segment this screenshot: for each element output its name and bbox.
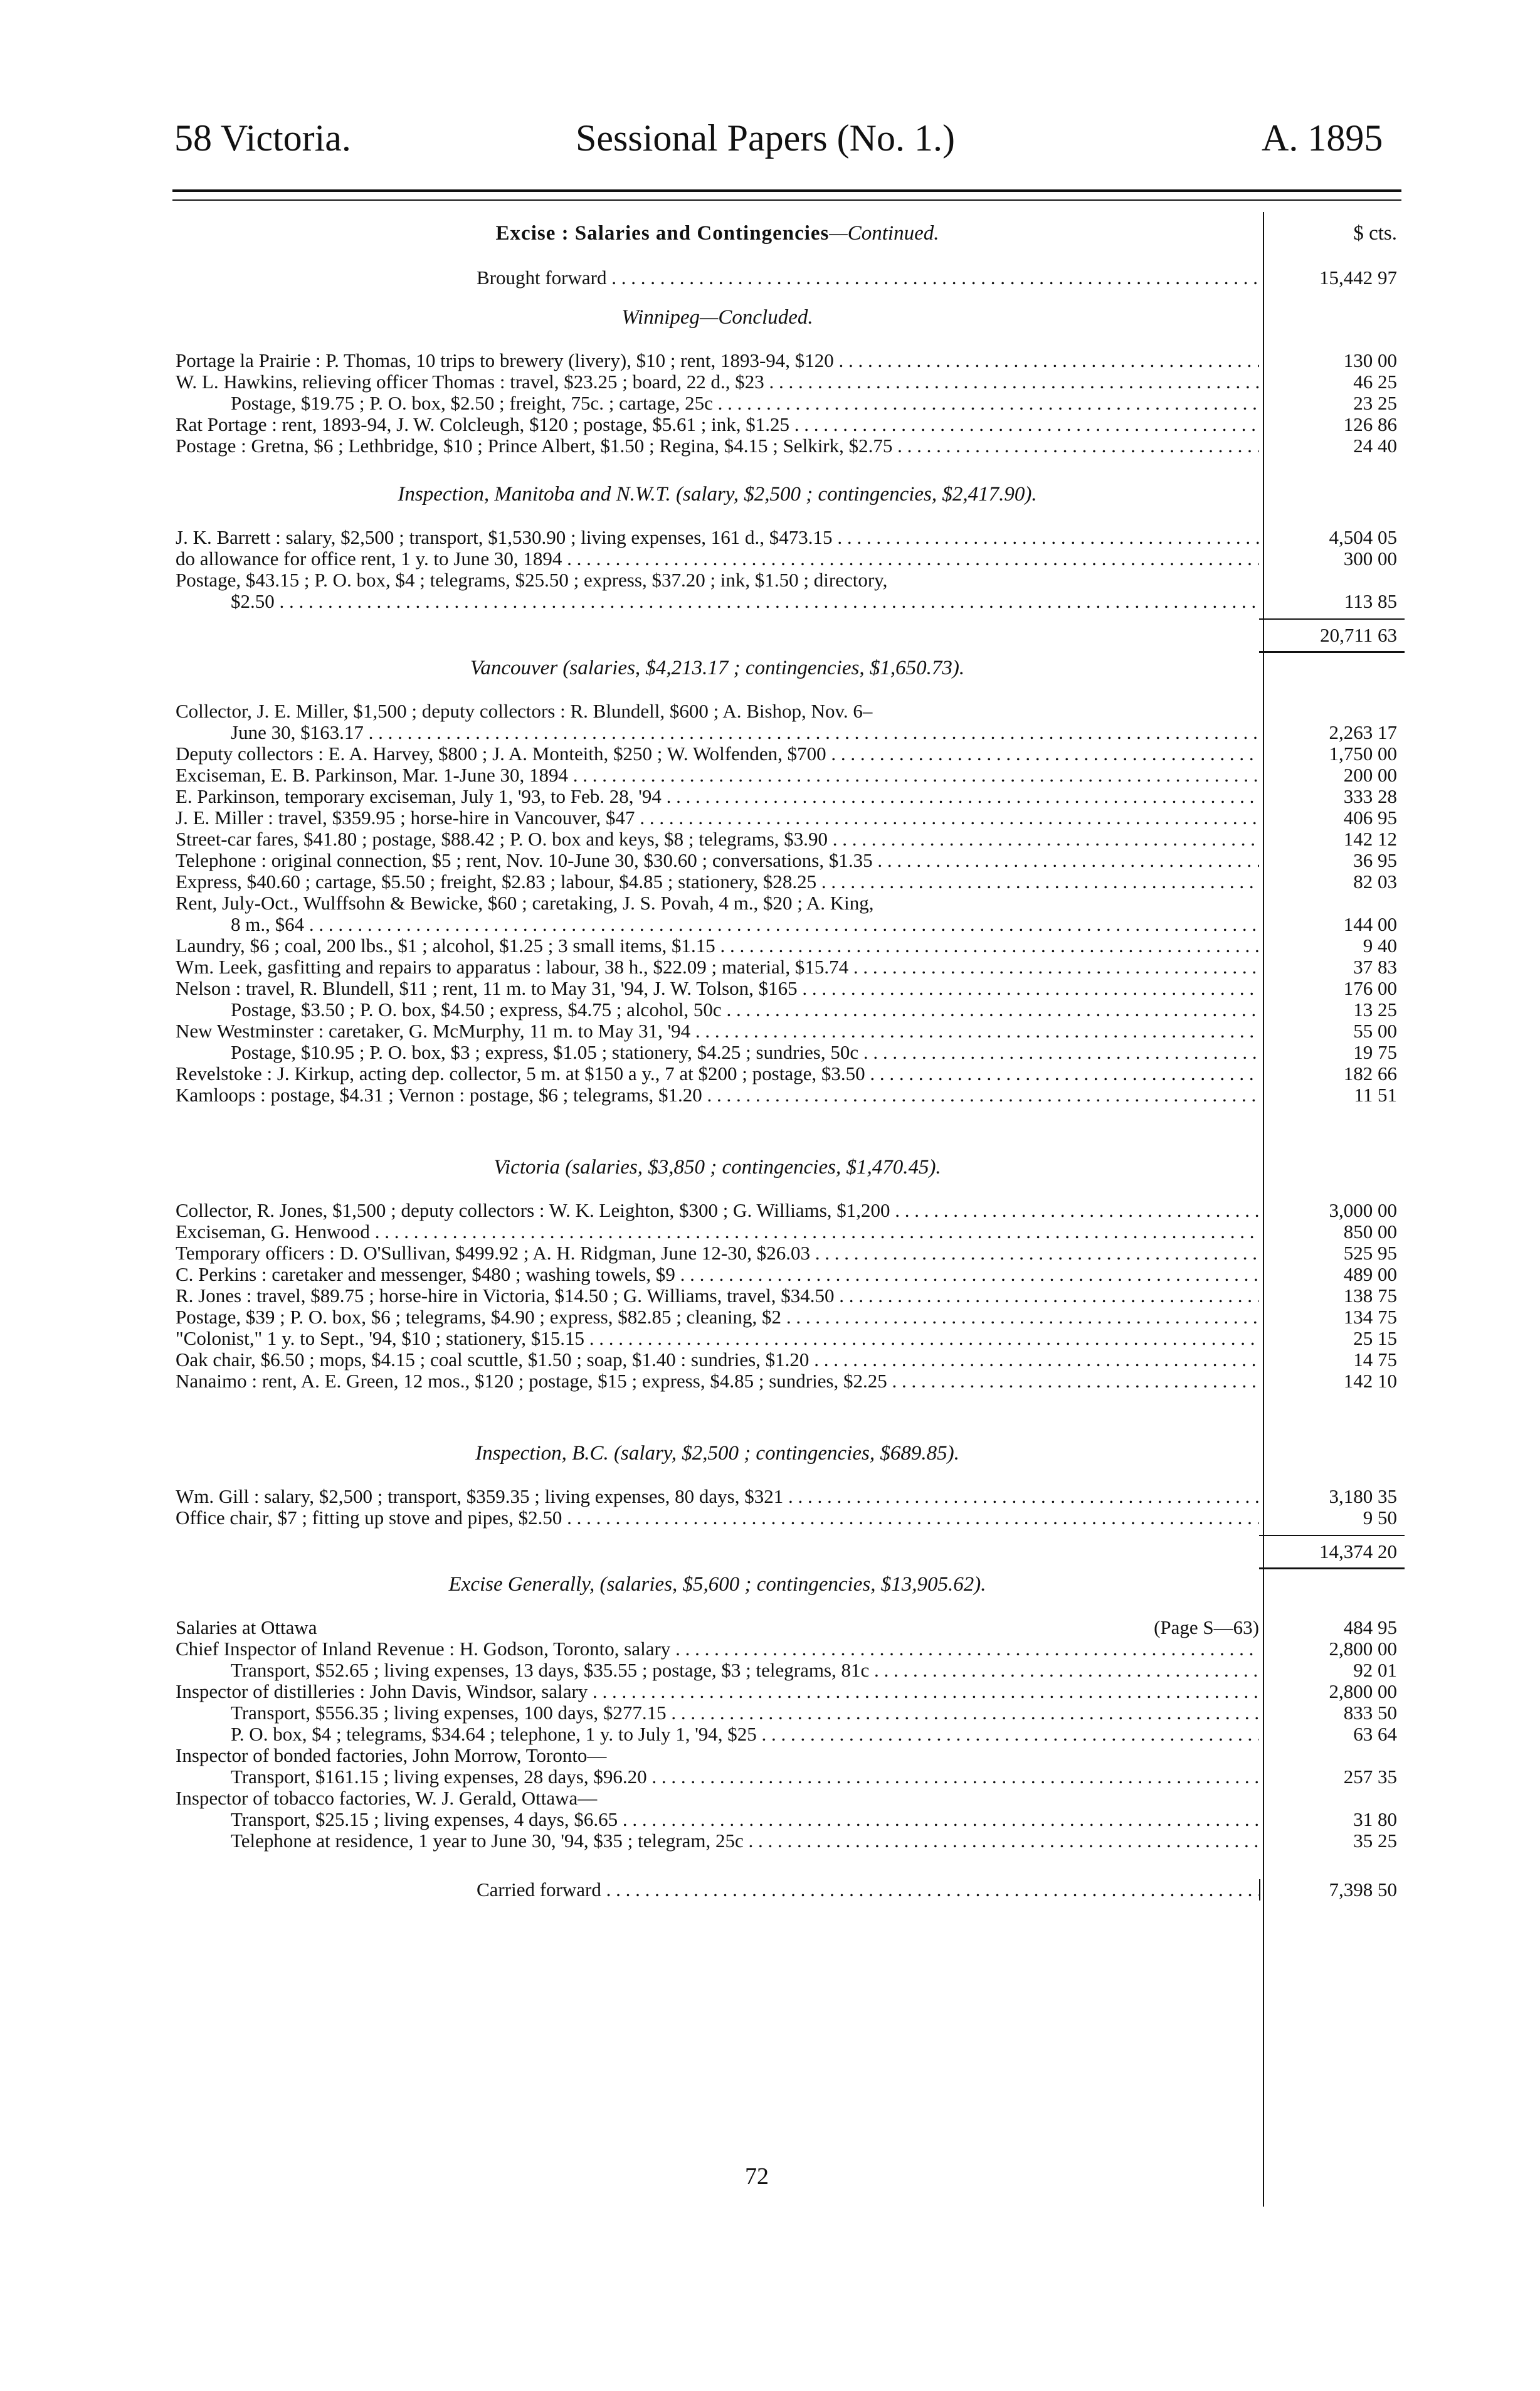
victoria-entries [176, 1200, 1405, 1392]
ledger-row [176, 591, 1405, 612]
brought-forward-row [176, 267, 1405, 289]
ledger-row-text: Rat Portage : rent, 1893-94, J. W. Colcleugh, $120 ; postage, $5.61 ; ink, $1.25 . . . [176, 414, 1259, 435]
ledger-row-amount: 176 00 [1343, 977, 1397, 999]
ledger-row-amount: 55 00 [1353, 1020, 1397, 1042]
ledger-row-text: J. E. Miller : travel, $359.95 ; horse-hire in Vancouver, $47 . . . [176, 807, 1259, 829]
ledger-row-amount: 142 10 [1343, 1370, 1397, 1392]
ledger-row-text: Transport, $556.35 ; living expenses, 100 days, $277.15 . . . [176, 1702, 1259, 1724]
ledger-row-text: Office chair, $7 ; fitting up stove and pipes, $2.50 . . . [176, 1507, 1259, 1529]
ledger-row-amount: 9 40 [1363, 935, 1397, 957]
ledger-row-amount: 144 00 [1343, 913, 1397, 935]
ledger-row-text: Portage la Prairie : P. Thomas, 10 trips to brewery (livery), $10 ; rent, 1893-94, $120 . . . [176, 350, 1259, 371]
ledger-row [176, 1788, 1405, 1809]
ledger-row-text: Postage, $3.50 ; P. O. box, $4.50 ; express, $4.75 ; alcohol, 50c . . . [176, 999, 1259, 1021]
ledger-row-amount: 9 50 [1363, 1507, 1397, 1529]
ledger-row-text: Postage : Gretna, $6 ; Lethbridge, $10 ; Prince Albert, $1.50 ; Regina, $4.15 ; Selkirk, $2.75 . . . [176, 435, 1259, 457]
ledger-row-amount: 4,504 05 [1329, 526, 1397, 548]
ledger-row [176, 893, 1405, 914]
ledger-row-amount: 35 25 [1353, 1830, 1397, 1852]
ledger-row-amount: 82 03 [1353, 871, 1397, 893]
ledger-row [176, 1285, 1405, 1307]
ledger-row-text: Rent, July-Oct., Wulffsohn & Bewicke, $60 ; caretaking, J. S. Povah, 4 m., $20 ; A. King, [176, 893, 874, 914]
ledger-row-text: Postage, $10.95 ; P. O. box, $3 ; express, $1.05 ; stationery, $4.25 ; sundries, 50c . . . [176, 1042, 1259, 1063]
ledger-row-amount: 134 75 [1343, 1306, 1397, 1328]
bc-subheading: Inspection, B.C. (salary, $2,500 ; contingencies, $689.85). [475, 1442, 959, 1465]
section-title-row [176, 221, 1405, 246]
ledger-row-text: New Westminster : caretaker, G. McMurphy, 11 m. to May 31, '94 . . . [176, 1021, 1259, 1042]
page-number-text: 72 [745, 2163, 769, 2190]
manitoba-subheading: Inspection, Manitoba and N.W.T. (salary, $2,500 ; contingencies, $2,417.90). [398, 483, 1037, 506]
ledger-row-text: Nelson : travel, R. Blundell, $11 ; rent, 11 m. to May 31, '94, J. W. Tolson, $165 . . . [176, 978, 1259, 999]
ledger-row-amount: 182 66 [1343, 1063, 1397, 1084]
ledger-row [176, 1021, 1405, 1042]
ledger-row-text: Wm. Leek, gasfitting and repairs to apparatus : labour, 38 h., $22.09 ; material, $15.74 . . . [176, 957, 1259, 978]
ledger-row [176, 1617, 1405, 1638]
winnipeg-entries [176, 350, 1405, 457]
ledger-row-amount: 2,800 00 [1329, 1680, 1397, 1702]
ledger-row-text: do allowance for office rent, 1 y. to June 30, 1894 . . . [176, 548, 1259, 570]
ledger-row-amount: 126 86 [1343, 413, 1397, 435]
subtotal-row-2 [176, 1529, 1405, 1569]
section-title [176, 221, 1259, 246]
ledger-row-amount: 525 95 [1343, 1242, 1397, 1264]
section-title-bold: Excise : Salaries and Contingencies [495, 222, 830, 245]
ledger-row-text: Kamloops : postage, $4.31 ; Vernon : postage, $6 ; telegrams, $1.20 . . . [176, 1084, 1259, 1106]
ledger-row-text: Wm. Gill : salary, $2,500 ; transport, $359.35 ; living expenses, 80 days, $321 . . . [176, 1486, 1259, 1507]
section-title-continued: —Continued. [829, 222, 939, 245]
ledger-row-text: Telephone at residence, 1 year to June 30, '94, $35 ; telegram, 25c . . . [176, 1830, 1259, 1852]
ledger-row [176, 786, 1405, 807]
ledger-row-amount: 25 15 [1353, 1327, 1397, 1349]
general-subheading: Excise Generally, (salaries, $5,600 ; contingencies, $13,905.62). [448, 1573, 986, 1596]
ledger-row [176, 1042, 1405, 1063]
ledger-row-text: June 30, $163.17 . . . [176, 722, 1259, 743]
ledger-row-label: Salaries at Ottawa [176, 1617, 317, 1638]
header-rule-thick [172, 189, 1401, 192]
ledger-row [176, 1486, 1405, 1507]
column-heading: $ cts. [1353, 222, 1397, 245]
ledger-row [176, 978, 1405, 999]
ledger-row-amount: 130 00 [1343, 349, 1397, 371]
ledger-row [176, 1745, 1405, 1766]
ledger-row-text: Collector, R. Jones, $1,500 ; deputy collectors : W. K. Leighton, $300 ; G. Williams, $1,200 . . . [176, 1200, 1259, 1221]
ledger-row [176, 957, 1405, 978]
ledger-row-amount: 13 25 [1353, 999, 1397, 1021]
ledger-row-amount: 37 83 [1353, 956, 1397, 978]
ledger-row-text [176, 1617, 1259, 1638]
ledger-row-amount: 24 40 [1353, 435, 1397, 457]
ledger-row-text: Telephone : original connection, $5 ; rent, Nov. 10-June 30, $30.60 ; conversations, $1.35 . . . [176, 850, 1259, 871]
carried-forward-label: Carried forward . . . [176, 1879, 1259, 1901]
bc-entries [176, 1486, 1405, 1529]
subtotal-amount-1: 20,711 63 [1259, 618, 1405, 653]
ledger-row-text: W. L. Hawkins, relieving officer Thomas : travel, $23.25 ; board, 22 d., $23 . . . [176, 371, 1259, 393]
ledger-row-text: Chief Inspector of Inland Revenue : H. Godson, Toronto, salary . . . [176, 1638, 1259, 1660]
ledger-row-text: Postage, $39 ; P. O. box, $6 ; telegrams, $4.90 ; express, $82.85 ; cleaning, $2 . . . [176, 1307, 1259, 1328]
ledger-row-text: Exciseman, G. Henwood . . . [176, 1221, 1259, 1243]
ledger-row [176, 1370, 1405, 1392]
ledger-row [176, 1084, 1405, 1106]
ledger-row [176, 807, 1405, 829]
ledger-row [176, 1200, 1405, 1221]
ledger-row-amount [1259, 701, 1405, 722]
ledger-row-text: Laundry, $6 ; coal, 200 lbs., $1 ; alcohol, $1.25 ; 3 small items, $1.15 . . . [176, 935, 1259, 957]
ledger-row [176, 1221, 1405, 1243]
subtotal-amount-2: 14,374 20 [1259, 1535, 1405, 1569]
ledger-row-text: Street-car fares, $41.80 ; postage, $88.42 ; P. O. box and keys, $8 ; telegrams, $3.90 . . . [176, 829, 1259, 850]
header-year: A. 1895 [1262, 117, 1383, 159]
ledger-row [176, 1307, 1405, 1328]
ledger-row-amount: 2,800 00 [1329, 1638, 1397, 1660]
ledger-row [176, 1660, 1405, 1681]
ledger-row-amount: 850 00 [1343, 1221, 1397, 1243]
ledger-row-amount: 92 01 [1353, 1659, 1397, 1681]
ledger-row-text: 8 m., $64 . . . [176, 914, 1259, 935]
ledger-row [176, 722, 1405, 743]
ledger-row [176, 1507, 1405, 1529]
ledger-row-amount: 3,180 35 [1329, 1485, 1397, 1507]
ledger-row-amount: 3,000 00 [1329, 1199, 1397, 1221]
ledger-row-amount: 36 95 [1353, 849, 1397, 871]
ledger-row-amount: 31 80 [1353, 1808, 1397, 1830]
ledger-row [176, 1638, 1405, 1660]
ledger-row-text: Oak chair, $6.50 ; mops, $4.15 ; coal scuttle, $1.50 ; soap, $1.40 : sundries, $1.20 . . . [176, 1349, 1259, 1370]
ledger-row [176, 1830, 1405, 1852]
vancouver-subheading: Vancouver (salaries, $4,213.17 ; contingencies, $1,650.73). [470, 657, 965, 679]
ledger-row-amount: 14 75 [1353, 1349, 1397, 1370]
ledger-row-text: Inspector of tobacco factories, W. J. Gerald, Ottawa— [176, 1788, 598, 1809]
ledger-row-text: Revelstoke : J. Kirkup, acting dep. collector, 5 m. at $150 a y., 7 at $200 ; postage, $3.50 . . . [176, 1063, 1259, 1084]
ledger-row-text: Transport, $52.65 ; living expenses, 13 days, $35.55 ; postage, $3 ; telegrams, 81c . . . [176, 1660, 1259, 1681]
ledger-row [176, 527, 1405, 548]
ledger-row-text: "Colonist," 1 y. to Sept., '94, $10 ; stationery, $15.15 . . . [176, 1328, 1259, 1349]
ledger-row-text: P. O. box, $4 ; telegrams, $34.64 ; telephone, 1 y. to July 1, '94, $25 . . . [176, 1724, 1259, 1745]
header-rule-thin [172, 199, 1401, 201]
ledger-row [176, 935, 1405, 957]
running-header [0, 113, 1540, 163]
ledger-row-amount: 23 25 [1353, 392, 1397, 414]
ledger-row-amount: 113 85 [1344, 590, 1397, 612]
ledger-row [176, 1264, 1405, 1285]
ledger-row-amount: 46 25 [1353, 371, 1397, 393]
vancouver-entries [176, 701, 1405, 1106]
subtotal-row-1 [176, 612, 1405, 653]
ledger-row-text: Postage, $19.75 ; P. O. box, $2.50 ; freight, 75c. ; cartage, 25c . . . [176, 393, 1259, 414]
ledger-row-text: Transport, $25.15 ; living expenses, 4 days, $6.65 . . . [176, 1809, 1259, 1830]
ledger-row-amount [1259, 893, 1405, 914]
ledger-row-amount [1259, 1788, 1405, 1809]
ledger-row [176, 1063, 1405, 1084]
winnipeg-subheading: Winnipeg—Concluded. [621, 306, 813, 329]
ledger-row [176, 1349, 1405, 1370]
ledger-row [176, 570, 1405, 591]
ledger-row-amount: 2,263 17 [1329, 721, 1397, 743]
ledger-row [176, 701, 1405, 722]
ledger-row [176, 1328, 1405, 1349]
ledger-row [176, 999, 1405, 1021]
ledger-row-amount: 200 00 [1343, 764, 1397, 786]
manitoba-entries [176, 527, 1405, 612]
ledger-row [176, 1243, 1405, 1264]
ledger-row-text: J. K. Barrett : salary, $2,500 ; transport, $1,530.90 ; living expenses, 161 d., $473.15 . . . [176, 527, 1259, 548]
ledger-row [176, 914, 1405, 935]
ledger-row-text: R. Jones : travel, $89.75 ; horse-hire in Victoria, $14.50 ; G. Williams, travel, $34.50 . . . [176, 1285, 1259, 1307]
ledger-row [176, 829, 1405, 850]
ledger-row [176, 1809, 1405, 1830]
victoria-subheading: Victoria (salaries, $3,850 ; contingencies, $1,470.45). [493, 1156, 941, 1179]
ledger-row-text: Exciseman, E. B. Parkinson, Mar. 1-June 30, 1894 . . . [176, 765, 1259, 786]
ledger-row [176, 1724, 1405, 1745]
ledger-row-text: Temporary officers : D. O'Sullivan, $499.92 ; A. H. Ridgman, June 12-30, $26.03 . . . [176, 1243, 1259, 1264]
ledger-row-amount [1259, 570, 1405, 591]
ledger-row-text: Postage, $43.15 ; P. O. box, $4 ; telegrams, $25.50 ; express, $37.20 ; ink, $1.50 ; directory, [176, 570, 888, 591]
ledger-row-amount: 138 75 [1343, 1285, 1397, 1307]
page-reference: (Page S—63) [1154, 1617, 1259, 1638]
ledger-row-amount [1259, 1745, 1405, 1766]
ledger-row [176, 1681, 1405, 1702]
ledger-row [176, 548, 1405, 570]
header-title: Sessional Papers (No. 1.) [576, 117, 955, 159]
ledger-row [176, 871, 1405, 893]
ledger-row-text: Deputy collectors : E. A. Harvey, $800 ; J. A. Monteith, $250 ; W. Wolfenden, $700 . . . [176, 743, 1259, 765]
ledger-row-text: Inspector of distilleries : John Davis, Windsor, salary . . . [176, 1681, 1259, 1702]
ledger-row-text: $2.50 . . . [176, 591, 1259, 612]
general-entries [176, 1617, 1405, 1852]
ledger-row-amount: 300 00 [1343, 548, 1397, 570]
ledger-row-text: E. Parkinson, temporary exciseman, July 1, '93, to Feb. 28, '94 . . . [176, 786, 1259, 807]
ledger-row [176, 414, 1405, 435]
subtotal-spacer [176, 1529, 1259, 1569]
ledger-row-text: Express, $40.60 ; cartage, $5.50 ; freight, $2.83 ; labour, $4.85 ; stationery, $28.25 . . . [176, 871, 1259, 893]
ledger-row [176, 1702, 1405, 1724]
ledger-row [176, 435, 1405, 457]
ledger-row [176, 850, 1405, 871]
ledger-row-amount: 63 64 [1353, 1723, 1397, 1745]
carried-forward-row [176, 1879, 1405, 1901]
ledger-row-amount: 11 51 [1354, 1084, 1397, 1106]
ledger-row-amount: 833 50 [1343, 1702, 1397, 1724]
ledger-row [176, 393, 1405, 414]
brought-forward-label: Brought forward . . . [176, 267, 1259, 289]
ledger-row [176, 371, 1405, 393]
ledger-row-text: Collector, J. E. Miller, $1,500 ; deputy collectors : R. Blundell, $600 ; A. Bishop, Nov. 6– [176, 701, 873, 722]
header-session: 58 Victoria. [174, 117, 351, 159]
ledger-row-amount: 489 00 [1343, 1263, 1397, 1285]
ledger-row [176, 350, 1405, 371]
ledger-row [176, 743, 1405, 765]
ledger-row-text: C. Perkins : caretaker and messenger, $480 ; washing towels, $9 . . . [176, 1264, 1259, 1285]
ledger-row [176, 765, 1405, 786]
ledger-row-text: Nanaimo : rent, A. E. Green, 12 mos., $120 ; postage, $15 ; express, $4.85 ; sundries, $2.25 . . . [176, 1370, 1259, 1392]
carried-forward-amount: 7,398 50 [1259, 1879, 1405, 1901]
ledger-row-amount: 19 75 [1353, 1041, 1397, 1063]
brought-forward-amount: 15,442 97 [1319, 267, 1397, 289]
page-body [176, 221, 1405, 1901]
ledger-row [176, 1766, 1405, 1788]
ledger-row-amount: 257 35 [1343, 1766, 1397, 1788]
ledger-row-amount: 406 95 [1343, 807, 1397, 829]
ledger-row-amount: 484 95 [1343, 1616, 1397, 1638]
subtotal-spacer [176, 612, 1259, 653]
ledger-row-text: Transport, $161.15 ; living expenses, 28 days, $96.20 . . . [176, 1766, 1259, 1788]
ledger-row-text: Inspector of bonded factories, John Morrow, Toronto— [176, 1745, 607, 1766]
ledger-row-amount: 1,750 00 [1329, 743, 1397, 765]
ledger-row-amount: 333 28 [1343, 785, 1397, 807]
ledger-row-amount: 142 12 [1343, 828, 1397, 850]
